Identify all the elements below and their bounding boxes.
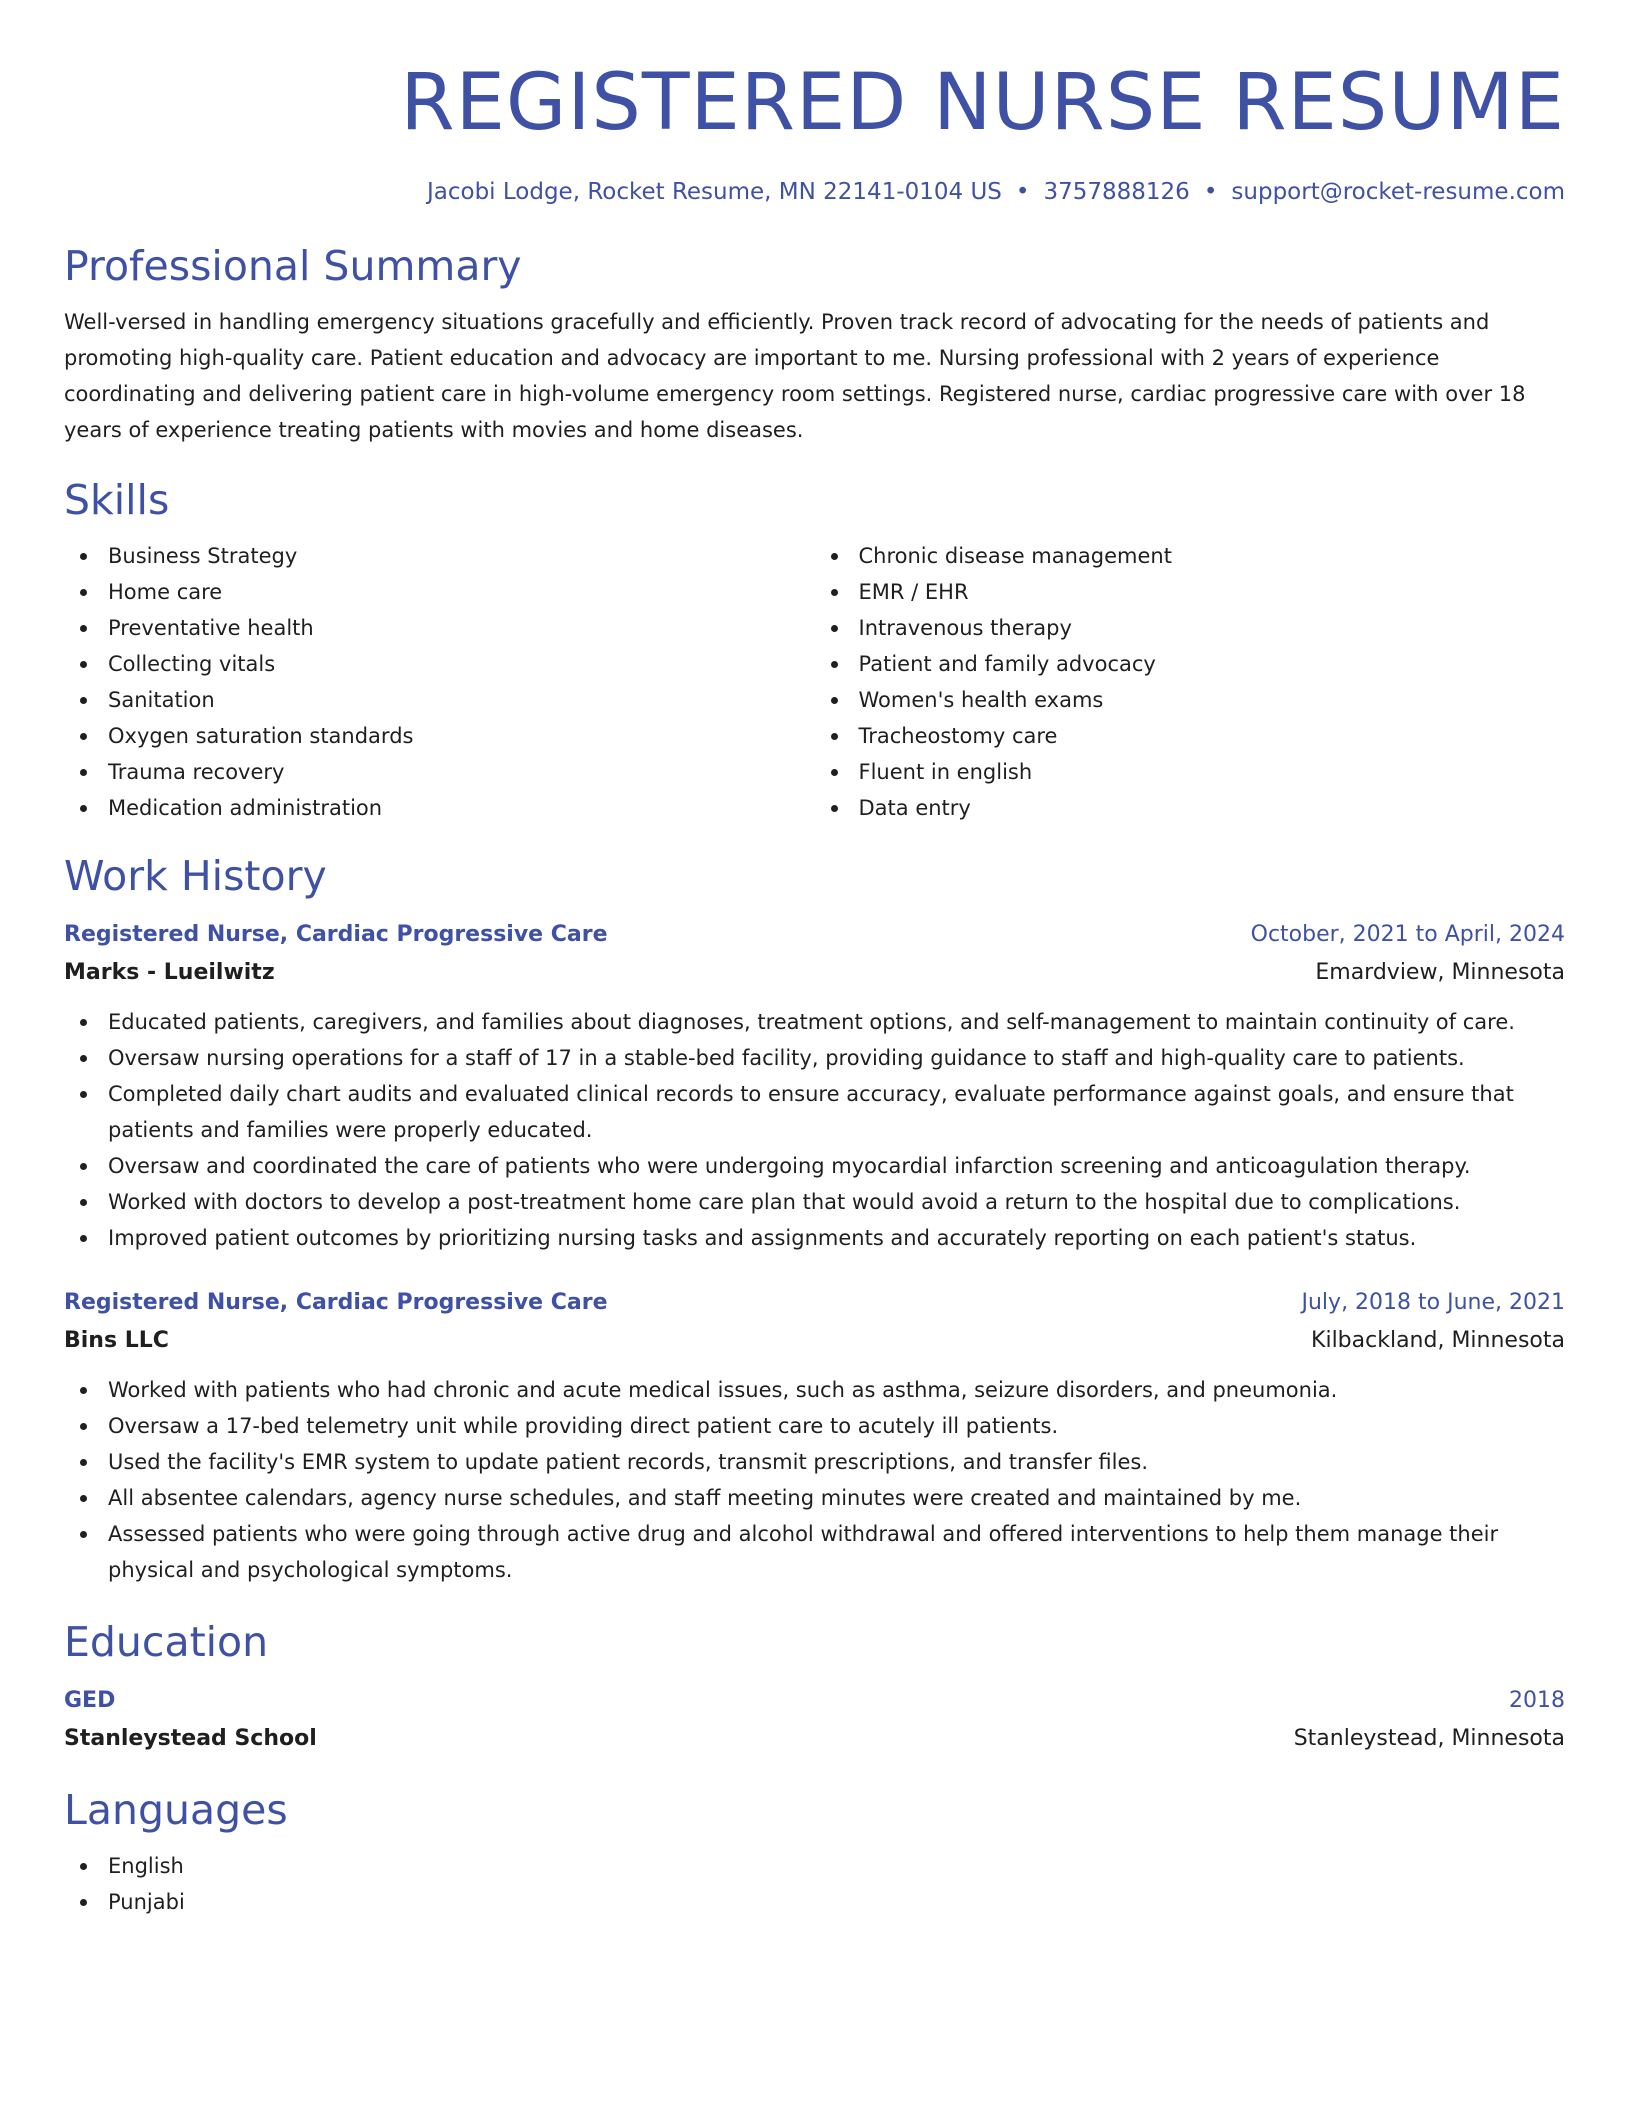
skills-grid bbox=[64, 538, 1565, 826]
skill-item: Chronic disease management bbox=[815, 538, 1566, 574]
skills-section bbox=[64, 472, 1565, 826]
section-heading-work: Work History bbox=[64, 852, 327, 900]
skill-item: Preventative health bbox=[64, 610, 815, 646]
skill-item: Business Strategy bbox=[64, 538, 815, 574]
job-duty-item: Worked with doctors to develop a post-treatment home care plan that would avoid a return to the hospital due to complications. bbox=[64, 1184, 1565, 1220]
job-duty-item: Oversaw nursing operations for a staff of 17 in a stable-bed facility, providing guidance to staff and high-quality care to patients. bbox=[64, 1040, 1565, 1076]
contact-separator: • bbox=[1015, 179, 1030, 205]
job-dates: October, 2021 to April, 2024 bbox=[1250, 922, 1565, 947]
contact-email[interactable]: support@rocket-resume.com bbox=[1231, 179, 1565, 205]
job-duty-item: Used the facility's EMR system to update patient records, transmit prescriptions, and transfer files. bbox=[64, 1444, 1565, 1480]
education-section bbox=[64, 1614, 1565, 1758]
skill-item: Data entry bbox=[815, 790, 1566, 826]
job-dates: July, 2018 to June, 2021 bbox=[1301, 1290, 1565, 1315]
job-entry bbox=[64, 916, 1565, 1256]
education-year: 2018 bbox=[1509, 1688, 1565, 1713]
job-duties-list bbox=[64, 1372, 1565, 1588]
job-duty-item: Oversaw a 17-bed telemetry unit while providing direct patient care to acutely ill patients. bbox=[64, 1408, 1565, 1444]
job-duties-list bbox=[64, 1004, 1565, 1256]
job-duty-item: Oversaw and coordinated the care of patients who were undergoing myocardial infarction screening and anticoagulation therapy. bbox=[64, 1148, 1565, 1184]
language-item: English bbox=[64, 1848, 1565, 1884]
skill-item: Medication administration bbox=[64, 790, 815, 826]
languages-list bbox=[64, 1848, 1565, 1920]
skills-column-right bbox=[815, 538, 1566, 826]
contact-separator: • bbox=[1203, 179, 1218, 205]
job-company: Marks - Lueilwitz bbox=[64, 960, 275, 985]
summary-paragraph: Well-versed in handling emergency situations gracefully and efficiently. Proven track record of advocating for the needs of patients and promoting high-quality care. Patient education and advocacy are important to me. Nursing professional with 2 years of experience coordinating and delivering patient care in high-volume emergency room settings. Registered nurse, cardiac progressive care with over 18 years of experience treating patients with movies and home diseases. bbox=[64, 310, 1526, 442]
job-duty-item: Worked with patients who had chronic and acute medical issues, such as asthma, seizure disorders, and pneumonia. bbox=[64, 1372, 1565, 1408]
work-history-section bbox=[64, 848, 1565, 1588]
job-title: Registered Nurse, Cardiac Progressive Care bbox=[64, 922, 608, 947]
job-location: Emardview, Minnesota bbox=[1315, 960, 1565, 985]
job-title: Registered Nurse, Cardiac Progressive Care bbox=[64, 1290, 608, 1315]
education-degree: GED bbox=[64, 1688, 116, 1713]
section-heading-summary: Professional Summary bbox=[64, 242, 522, 290]
job-company-row bbox=[64, 1322, 1565, 1360]
skill-item: EMR / EHR bbox=[815, 574, 1566, 610]
job-duty-item: All absentee calendars, agency nurse schedules, and staff meeting minutes were created and maintained by me. bbox=[64, 1480, 1565, 1516]
skill-item: Women's health exams bbox=[815, 682, 1566, 718]
professional-summary-section bbox=[64, 238, 1565, 448]
skill-item: Home care bbox=[64, 574, 815, 610]
skill-item: Trauma recovery bbox=[64, 754, 815, 790]
contact-phone: 3757888126 bbox=[1043, 179, 1190, 205]
section-heading-education: Education bbox=[64, 1618, 269, 1666]
skill-item: Collecting vitals bbox=[64, 646, 815, 682]
education-degree-row bbox=[64, 1682, 1565, 1720]
skill-item: Sanitation bbox=[64, 682, 815, 718]
language-item: Punjabi bbox=[64, 1884, 1565, 1920]
skill-item: Intravenous therapy bbox=[815, 610, 1566, 646]
contact-line bbox=[64, 176, 1565, 208]
job-title-row bbox=[64, 1284, 1565, 1322]
resume-title: REGISTERED NURSE RESUME bbox=[400, 58, 1565, 148]
job-duty-item: Completed daily chart audits and evaluated clinical records to ensure accuracy, evaluate performance against goals, and ensure that patients and families were properly educated. bbox=[64, 1076, 1565, 1148]
job-title-row bbox=[64, 916, 1565, 954]
education-school-row bbox=[64, 1720, 1565, 1758]
job-duty-item: Improved patient outcomes by prioritizing nursing tasks and assignments and accurately reporting on each patient's status. bbox=[64, 1220, 1565, 1256]
skill-item: Fluent in english bbox=[815, 754, 1566, 790]
contact-address: Jacobi Lodge, Rocket Resume, MN 22141-0104 US bbox=[426, 179, 1002, 205]
job-duty-item: Assessed patients who were going through active drug and alcohol withdrawal and offered interventions to help them manage their physical and psychological symptoms. bbox=[64, 1516, 1565, 1588]
section-heading-languages: Languages bbox=[64, 1786, 288, 1834]
skills-column-left bbox=[64, 538, 815, 826]
job-duty-item: Educated patients, caregivers, and families about diagnoses, treatment options, and self-management to maintain continuity of care. bbox=[64, 1004, 1565, 1040]
job-company: Bins LLC bbox=[64, 1328, 169, 1353]
languages-section bbox=[64, 1782, 1565, 1920]
education-school: Stanleystead School bbox=[64, 1726, 317, 1751]
section-heading-skills: Skills bbox=[64, 476, 170, 524]
job-company-row bbox=[64, 954, 1565, 992]
education-entry bbox=[64, 1682, 1565, 1758]
skill-item: Oxygen saturation standards bbox=[64, 718, 815, 754]
job-location: Kilbackland, Minnesota bbox=[1311, 1328, 1565, 1353]
skill-item: Tracheostomy care bbox=[815, 718, 1566, 754]
education-location: Stanleystead, Minnesota bbox=[1293, 1726, 1565, 1751]
job-entry bbox=[64, 1284, 1565, 1588]
skill-item: Patient and family advocacy bbox=[815, 646, 1566, 682]
